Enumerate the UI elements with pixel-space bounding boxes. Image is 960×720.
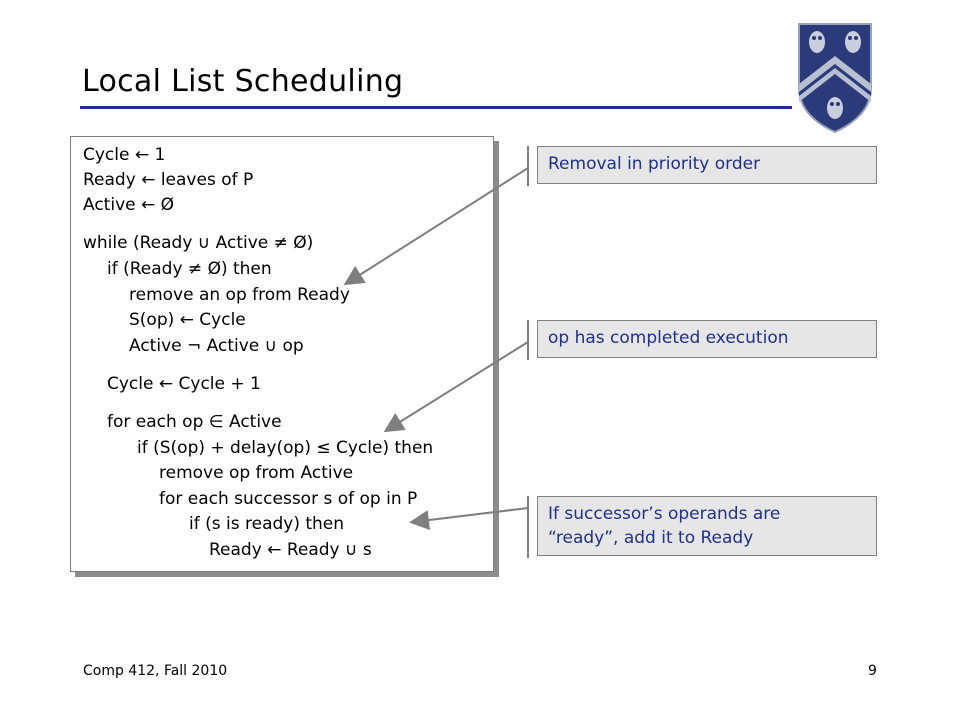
code-line: for each successor s of op in P xyxy=(159,489,418,509)
code-line: S(op) ← Cycle xyxy=(129,310,246,330)
note-text: “ready”, add it to Ready xyxy=(548,528,754,548)
code-line: while (Ready ∪ Active ≠ Ø) xyxy=(83,233,314,253)
code-line: if (s is ready) then xyxy=(189,514,345,534)
arrow-removal xyxy=(347,168,528,283)
code-line: Ready ← leaves of P xyxy=(83,170,254,190)
slide-title: Local List Scheduling xyxy=(82,64,404,99)
code-line: remove op from Active xyxy=(159,463,354,483)
note-text: op has completed execution xyxy=(548,328,789,348)
code-line: remove an op from Ready xyxy=(129,285,350,305)
note-text: If successor’s operands are xyxy=(548,504,781,524)
code-line: Active ← Ø xyxy=(83,195,175,215)
code-line: for each op ∈ Active xyxy=(107,412,282,432)
code-line: Ready ← Ready ∪ s xyxy=(209,540,372,560)
footer-page-number: 9 xyxy=(868,663,877,679)
arrow-completed xyxy=(387,342,528,430)
note-text: Removal in priority order xyxy=(548,154,761,174)
code-line: if (S(op) + delay(op) ≤ Cycle) then xyxy=(137,438,434,458)
code-line: if (Ready ≠ Ø) then xyxy=(107,259,272,279)
footer-course: Comp 412, Fall 2010 xyxy=(83,663,228,679)
code-line: Cycle ← 1 xyxy=(83,145,166,165)
arrow-successor xyxy=(413,508,528,522)
code-line: Cycle ← Cycle + 1 xyxy=(107,374,261,394)
code-line: Active ¬ Active ∪ op xyxy=(129,336,304,356)
